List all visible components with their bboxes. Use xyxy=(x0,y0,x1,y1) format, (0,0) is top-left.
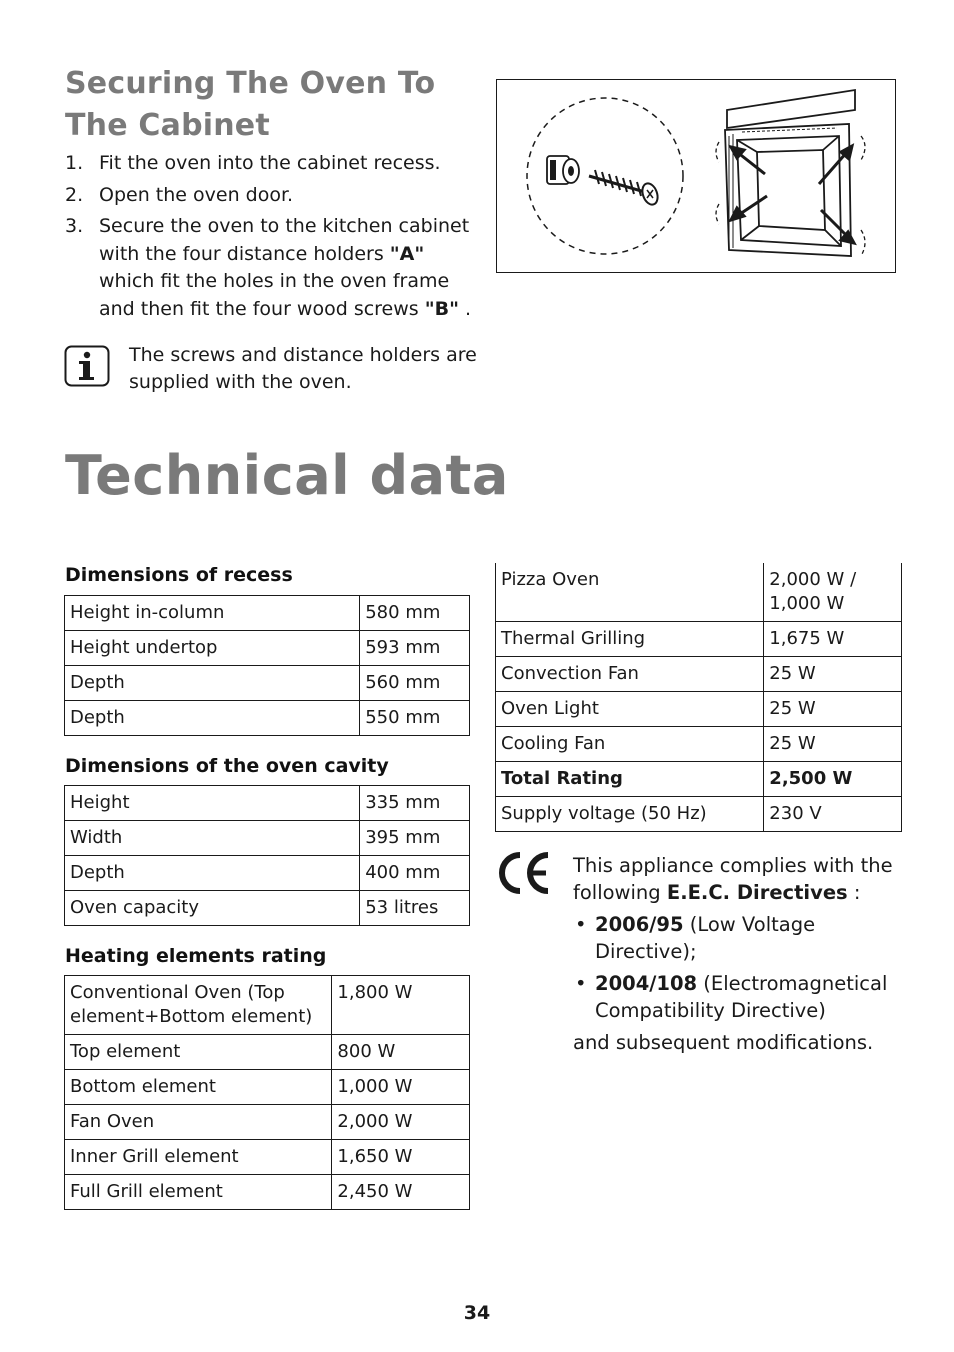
cell-label: Full Grill element xyxy=(65,1175,332,1210)
step-text: Secure the oven to the kitchen cabinet with the four distance holders xyxy=(99,215,470,265)
cell-label: Supply voltage (50 Hz) xyxy=(496,797,764,832)
table-row xyxy=(65,1070,470,1105)
table-row xyxy=(496,727,902,762)
cell-label: Thermal Grilling xyxy=(496,622,764,657)
label-a: "A" xyxy=(389,242,425,265)
cell-label: Height in-column xyxy=(65,596,360,631)
installation-illustration xyxy=(496,79,896,273)
cell-value: 580 mm xyxy=(360,596,470,631)
table-row xyxy=(65,891,470,926)
cell-value: 1,650 W xyxy=(332,1140,470,1175)
heating-heading: Heating elements rating xyxy=(65,945,327,967)
cell-label: Total Rating xyxy=(496,762,764,797)
step-text: which fit the holes in the oven frame and then fit the four wood screws xyxy=(99,270,450,320)
section-title xyxy=(65,63,485,147)
cell-value: 335 mm xyxy=(360,786,470,821)
table-row xyxy=(65,786,470,821)
securing-section xyxy=(65,63,485,147)
section-title-line2: The Cabinet xyxy=(65,108,270,143)
step-text: Open the oven door. xyxy=(99,183,294,206)
cell-value: 2,000 W / 1,000 W xyxy=(764,563,902,622)
cell-label: Bottom element xyxy=(65,1070,332,1105)
cell-value: 25 W xyxy=(764,657,902,692)
page-number: 34 xyxy=(463,1302,491,1324)
cell-label: Convection Fan xyxy=(496,657,764,692)
table-row xyxy=(65,1105,470,1140)
table-row xyxy=(65,596,470,631)
recess-table xyxy=(64,595,470,736)
recess-heading: Dimensions of recess xyxy=(65,564,293,586)
step-number: 2. xyxy=(65,183,84,206)
table-row xyxy=(65,666,470,701)
cell-value: 550 mm xyxy=(360,701,470,736)
table-row xyxy=(65,1140,470,1175)
installation-steps xyxy=(65,150,475,327)
cell-label: Oven Light xyxy=(496,692,764,727)
table-row xyxy=(496,657,902,692)
directive-desc: (Electromagnetical Compatibility Directive) xyxy=(595,972,888,1022)
table-row xyxy=(65,1175,470,1210)
cell-label: Width xyxy=(65,821,360,856)
directive-code: 2004/108 xyxy=(595,972,698,995)
cell-value: 560 mm xyxy=(360,666,470,701)
table-row xyxy=(65,976,470,1035)
intro-end: : xyxy=(847,881,861,904)
cell-value: 400 mm xyxy=(360,856,470,891)
heating-continued-table xyxy=(495,563,902,832)
cell-label: Oven capacity xyxy=(65,891,360,926)
cell-label: Pizza Oven xyxy=(496,563,764,622)
page-title: Technical data xyxy=(65,444,509,507)
total-row xyxy=(496,762,902,797)
directive-list xyxy=(573,911,913,1024)
step-number: 3. xyxy=(65,215,84,237)
section-title-line1: Securing The Oven To xyxy=(65,66,436,101)
step-item xyxy=(65,150,475,178)
step-item xyxy=(65,213,475,323)
cell-value: 2,450 W xyxy=(332,1175,470,1210)
cell-label: Depth xyxy=(65,856,360,891)
cell-label: Depth xyxy=(65,666,360,701)
cell-label: Inner Grill element xyxy=(65,1140,332,1175)
cell-label: Cooling Fan xyxy=(496,727,764,762)
cell-value: 2,000 W xyxy=(332,1105,470,1140)
ce-mark-icon xyxy=(496,851,552,899)
cell-label: Height undertop xyxy=(65,631,360,666)
cell-label: Fan Oven xyxy=(65,1105,332,1140)
cell-label: Conventional Oven (Top element+Bottom element) xyxy=(65,976,332,1035)
step-text: Fit the oven into the cabinet recess. xyxy=(99,152,441,174)
cell-value: 53 litres xyxy=(360,891,470,926)
cell-value: 395 mm xyxy=(360,821,470,856)
table-row xyxy=(65,701,470,736)
table-row xyxy=(496,622,902,657)
cell-value: 1,675 W xyxy=(764,622,902,657)
wood-screw-icon xyxy=(589,170,660,207)
table-row xyxy=(496,563,902,622)
cell-value: 25 W xyxy=(764,727,902,762)
directive-desc: (Low Voltage Directive); xyxy=(595,913,816,963)
table-row xyxy=(65,821,470,856)
table-row xyxy=(496,797,902,832)
table-row xyxy=(65,1035,470,1070)
cell-value: 2,500 W xyxy=(764,762,902,797)
directive-item: • 2006/95 (Low Voltage Directive); xyxy=(575,913,816,963)
cell-value: 230 V xyxy=(764,797,902,832)
step-number: 1. xyxy=(65,152,84,174)
cell-value: 593 mm xyxy=(360,631,470,666)
compliance-intro xyxy=(573,852,913,906)
table-row xyxy=(496,692,902,727)
compliance-text xyxy=(573,852,913,1056)
info-note: The screws and distance holders are supplied with the oven. xyxy=(129,344,477,393)
cell-value: 1,800 W xyxy=(332,976,470,1035)
step-item xyxy=(65,182,475,210)
table-row xyxy=(65,856,470,891)
compliance-outro: and subsequent modifications. xyxy=(573,1031,874,1054)
cavity-heading: Dimensions of the oven cavity xyxy=(65,755,389,777)
directives-label: E.E.C. Directives xyxy=(666,881,848,904)
directive-code: 2006/95 xyxy=(595,913,684,936)
label-b: "B" xyxy=(424,297,460,320)
info-icon xyxy=(64,345,110,391)
cell-label: Height xyxy=(65,786,360,821)
cell-value: 1,000 W xyxy=(332,1070,470,1105)
step-text: . xyxy=(459,297,472,320)
cell-value: 25 W xyxy=(764,692,902,727)
cell-value: 800 W xyxy=(332,1035,470,1070)
directive-item: • 2004/108 (Electromagnetical Compatibility Directive) xyxy=(575,972,888,1022)
distance-holder-icon xyxy=(547,156,579,184)
cell-label: Depth xyxy=(65,701,360,736)
table-row xyxy=(65,631,470,666)
cell-label: Top element xyxy=(65,1035,332,1070)
intro-text: This appliance complies with the following xyxy=(573,854,893,904)
cavity-table xyxy=(64,785,470,926)
heating-table xyxy=(64,975,470,1210)
